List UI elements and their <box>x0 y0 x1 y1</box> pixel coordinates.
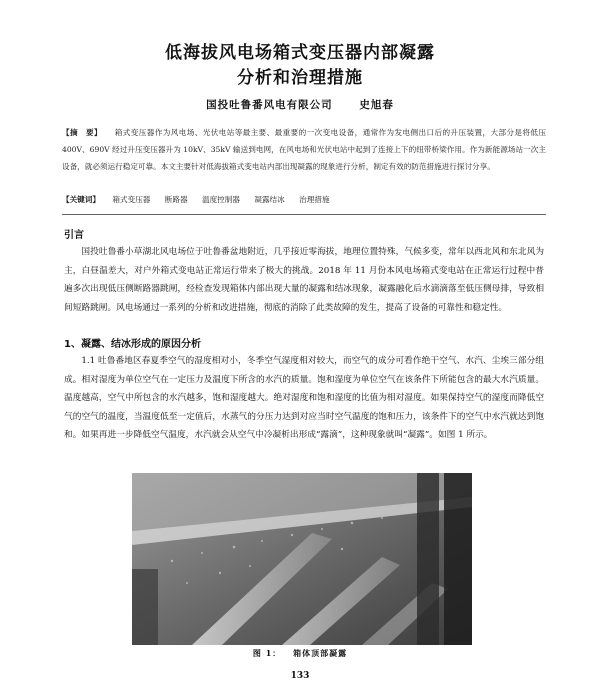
figure-condensation-photo <box>132 473 472 645</box>
divider-rule <box>62 214 546 215</box>
keywords-label: 【关键词】 <box>62 195 100 204</box>
condensation-photo-drawing <box>132 473 472 645</box>
intro-paragraph: 国投吐鲁番小草湖北风电场位于吐鲁番盆地附近，几乎接近零海拔，地理位置特殊，气候多变，常年以西北风和东北风为主，白昼温差大，对户外箱式变电站正常运行带来了极大的挑战。2018 年 11 月份本风电场箱式变电站在正常运行过程中普遍多次出现低压侧断路器跳闸，经检查发现箱体内部出现大量的凝露和结冰现象，凝露融化后水滴滴落至低压侧母排，导致相间短路跳闸。风电场通过一系列的分析和改进措施，彻底的消除了此类故障的发生，提高了设备的可靠性和稳定性。 <box>64 247 544 313</box>
author-name: 史旭春 <box>359 99 394 111</box>
title-line-1: 低海拔风电场箱式变压器内部凝露 <box>165 43 435 63</box>
title-line-2: 分析和治理措施 <box>237 68 363 88</box>
figure-caption <box>0 648 600 659</box>
section-1-heading: 1、凝露、结冰形成的原因分析 <box>64 339 201 350</box>
keyword: 凝露结冰 <box>254 195 285 204</box>
keyword: 治理措施 <box>299 195 330 204</box>
page-number: 133 <box>290 671 310 681</box>
abstract <box>62 124 546 175</box>
intro-heading: 引言 <box>64 230 84 241</box>
figure-title: 箱体顶部凝露 <box>293 648 348 658</box>
keywords <box>62 194 546 205</box>
figure-label: 图 1： <box>252 648 282 658</box>
keyword: 断路器 <box>164 195 188 204</box>
keyword: 箱式变压器 <box>112 195 151 204</box>
section-1-paragraph: 1.1 吐鲁番地区春夏季空气的湿度相对小，冬季空气湿度相对较大，而空气的成分可看作绝干空气、水汽、尘埃三部分组成。相对湿度为单位空气在一定压力及温度下所含的水汽的质量。饱和湿度为单位空气在该条件下所能包含的最大水汽质量。温度越高，空气中所包含的水汽越多，饱和湿度越大。绝对湿度和饱和湿度的比值为相对湿度。如果保持空气的湿度而降低空气的空气的温度，当温度低至一定值后，水蒸气的分压力达到对应当时空气温度的饱和压力，该条件下的空气中水汽就达到饱和。如果再进一步降低空气温度，水汽就会从空气中冷凝析出形成“露滴”，这种现象就叫“凝露”。如图 1 所示。 <box>64 356 544 440</box>
abstract-label: 【摘 要】 <box>62 128 102 137</box>
keyword: 温度控制器 <box>201 195 240 204</box>
author-organization: 国投吐鲁番风电有限公司 <box>206 99 333 111</box>
abstract-text: 箱式变压器作为风电场、光伏电站等最主要、最重要的一次变电设备，通常作为发电侧出口后的升压装置，大部分是将低压 400V、690V 经过升压变压器升为 10kV、35kV 输送到电网，在风电场和光伏电站中起到了连接上下的纽带桥梁作用。作为新能源场站一次主设备，就必须运行稳定可靠。本文主要针对低海拔箱式变电站内部出现凝露的现象进行分析，制定有效的防范措施进行探讨分享。 <box>62 128 547 171</box>
author-line <box>0 97 600 112</box>
